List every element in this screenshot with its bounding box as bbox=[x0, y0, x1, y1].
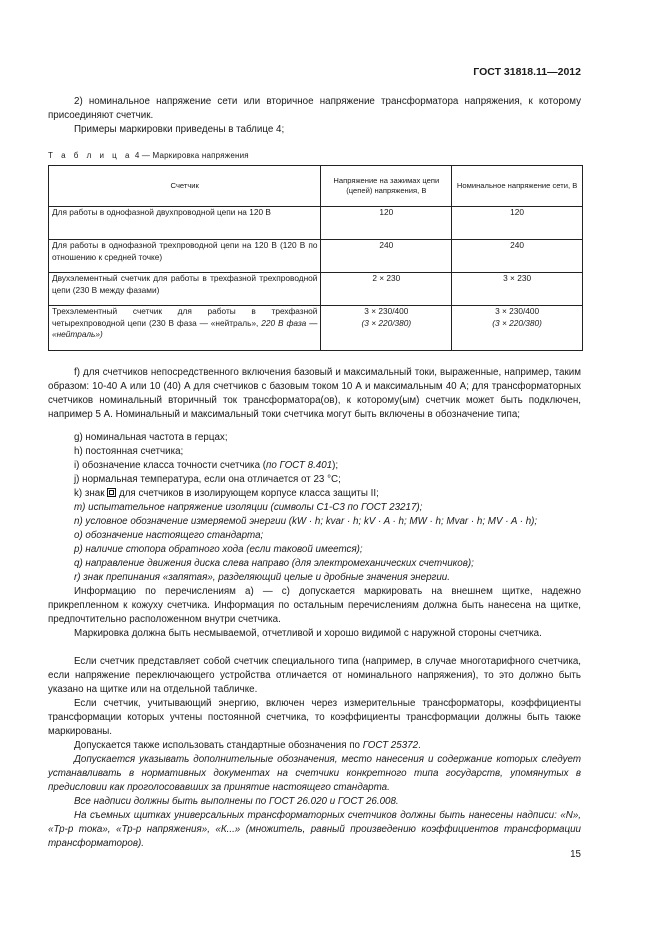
cell-meter: Трехэлементный счетчик для работы в трехфазной четырехпроводной цепи (230 В фаза — «нейтраль», 220 В фаза — «нейтраль») bbox=[49, 306, 321, 351]
cell-meter: Для работы в однофазной трехпроводной цепи на 120 В (120 В по отношению к средней точке) bbox=[49, 240, 321, 273]
cell-network-voltage-italic: (3 × 220/380) bbox=[492, 317, 542, 328]
cell-terminal-voltage-italic: (3 × 220/380) bbox=[361, 317, 412, 328]
item-o: o) обозначение настоящего стандарта; bbox=[74, 530, 264, 541]
item-r: r) знак препинания «запятая», разделяющий целые и дробные значения энергии. bbox=[74, 572, 450, 583]
table-header-row bbox=[49, 166, 583, 207]
document-header: ГОСТ 31818.11—2012 bbox=[473, 66, 581, 78]
page-number: 15 bbox=[570, 849, 581, 860]
paragraph-special-meter: Если счетчик представляет собой счетчик специального типа (например, в случае многотарифного счетчика, если напряжение переключающего устройства отличается от номинального напряжения), то это должно быть указано на щитке или на отдельной табличке. bbox=[48, 656, 581, 695]
item-f: f) для счетчиков непосредственного включения базовый и максимальный токи, выраженные, например, таким образом: 10-40 А или 10 (40) А для счетчиков с базовым током 10 А и максимальным 40 А; для трансформаторных счетчиков номинальный вторичный ток трансформатора(ов), к которому(ым) счетчик может быть подключен, например 5 А. Номинальный и максимальный токи счетчика могут быть включены в обозначение типа; bbox=[48, 367, 581, 420]
header-meter: Счетчик bbox=[49, 166, 321, 207]
table-row bbox=[49, 207, 583, 240]
paragraph-transformer-ratios: Если счетчик, учитывающий энергию, включен через измерительные трансформаторы, коэффициенты трансформации которых учтены постоянной счетчика, то коэффициенты трансформации должны быть также маркированы. bbox=[48, 698, 581, 737]
paragraph-inscriptions: Все надписи должны быть выполнены по ГОСТ 26.020 и ГОСТ 26.008. bbox=[74, 796, 399, 807]
paragraph-item-2: 2) номинальное напряжение сети или вторичное напряжение трансформатора напряжения, к которому присоединяют счетчик. bbox=[48, 96, 581, 121]
table-row bbox=[49, 306, 583, 351]
cell-network-voltage: 3 × 230 bbox=[452, 273, 583, 306]
item-h: h) постоянная счетчика; bbox=[74, 446, 184, 457]
paragraph-examples: Примеры маркировки приведены в таблице 4; bbox=[74, 124, 285, 135]
header-terminal-voltage: Напряжение на зажимах цепи (цепей) напряжения, В bbox=[321, 166, 452, 207]
paragraph-standard-symbols: Допускается также использовать стандартные обозначения по ГОСТ 25372. bbox=[74, 740, 421, 751]
paragraph-additional-symbols: Допускается указывать дополнительные обозначения, место нанесения и содержание которых следует устанавливать в нормативных документах на счетчики конкретного типа государств, упомянутых в предисловии как проголосовавших за принятие настоящего стандарта. bbox=[48, 754, 581, 793]
table-caption bbox=[48, 151, 249, 160]
table-row bbox=[49, 240, 583, 273]
header-network-voltage: Номинальное напряжение сети, В bbox=[452, 166, 583, 207]
item-g: g) номинальная частота в герцах; bbox=[74, 432, 228, 443]
voltage-marking-table bbox=[48, 165, 583, 351]
item-n: n) условное обозначение измеряемой энергии (kW · h; kvar · h; kV · A · h; MW · h; Mvar · h; MV · A · h); bbox=[74, 516, 538, 527]
cell-meter: Двухэлементный счетчик для работы в трехфазной трехпроводной цепи (230 В между фазами) bbox=[49, 273, 321, 306]
item-k: k) знак для счетчиков в изолирующем корпусе класса защиты II; bbox=[74, 488, 379, 499]
double-insulation-icon bbox=[107, 488, 116, 497]
cell-terminal-voltage: 3 × 230/400 (3 × 220/380) bbox=[321, 306, 452, 351]
cell-network-voltage: 240 bbox=[452, 240, 583, 273]
cell-terminal-voltage: 120 bbox=[321, 207, 452, 240]
cell-terminal-voltage: 2 × 230 bbox=[321, 273, 452, 306]
cell-meter-italic: 220 В фаза — «нейтраль») bbox=[52, 317, 318, 339]
item-m: m) испытательное напряжение изоляции (символы С1-С3 по ГОСТ 23217); bbox=[74, 502, 423, 513]
cell-network-voltage: 3 × 230/400 (3 × 220/380) bbox=[452, 306, 583, 351]
item-j: j) нормальная температура, если она отличается от 23 °С; bbox=[74, 474, 341, 485]
item-i: i) обозначение класса точности счетчика (по ГОСТ 8.401); bbox=[74, 460, 339, 471]
paragraph-marking-durability: Маркировка должна быть несмываемой, отчетливой и хорошо видимой с наружной стороны счетчика. bbox=[74, 628, 542, 639]
item-p: p) наличие стопора обратного хода (если таковой имеется); bbox=[74, 544, 363, 555]
paragraph-info-placement: Информацию по перечислениям а) — с) допускается маркировать на внешнем щитке, надежно прикрепленном к кожуху счетчика. Информация по остальным перечислениям должна быть нанесена на щитке, предпочтительно расположенном внутри счетчика. bbox=[48, 586, 581, 625]
table-caption-prefix: Т а б л и ц а bbox=[48, 151, 133, 160]
cell-terminal-voltage: 240 bbox=[321, 240, 452, 273]
item-q: q) направление движения диска слева направо (для электромеханических счетчиков); bbox=[74, 558, 474, 569]
table-row bbox=[49, 273, 583, 306]
paragraph-removable-panels: На съемных щитках универсальных трансформаторных счетчиков должны быть нанесены надписи: «N», «Тр-р тока», «Тр-р напряжения», «К...» (множитель, равный произведению коэффициентов трансформации трансформаторов). bbox=[48, 810, 581, 849]
cell-meter: Для работы в однофазной двухпроводной цепи на 120 В bbox=[49, 207, 321, 240]
cell-network-voltage: 120 bbox=[452, 207, 583, 240]
table-caption-text: 4 — Маркировка напряжения bbox=[134, 151, 249, 160]
